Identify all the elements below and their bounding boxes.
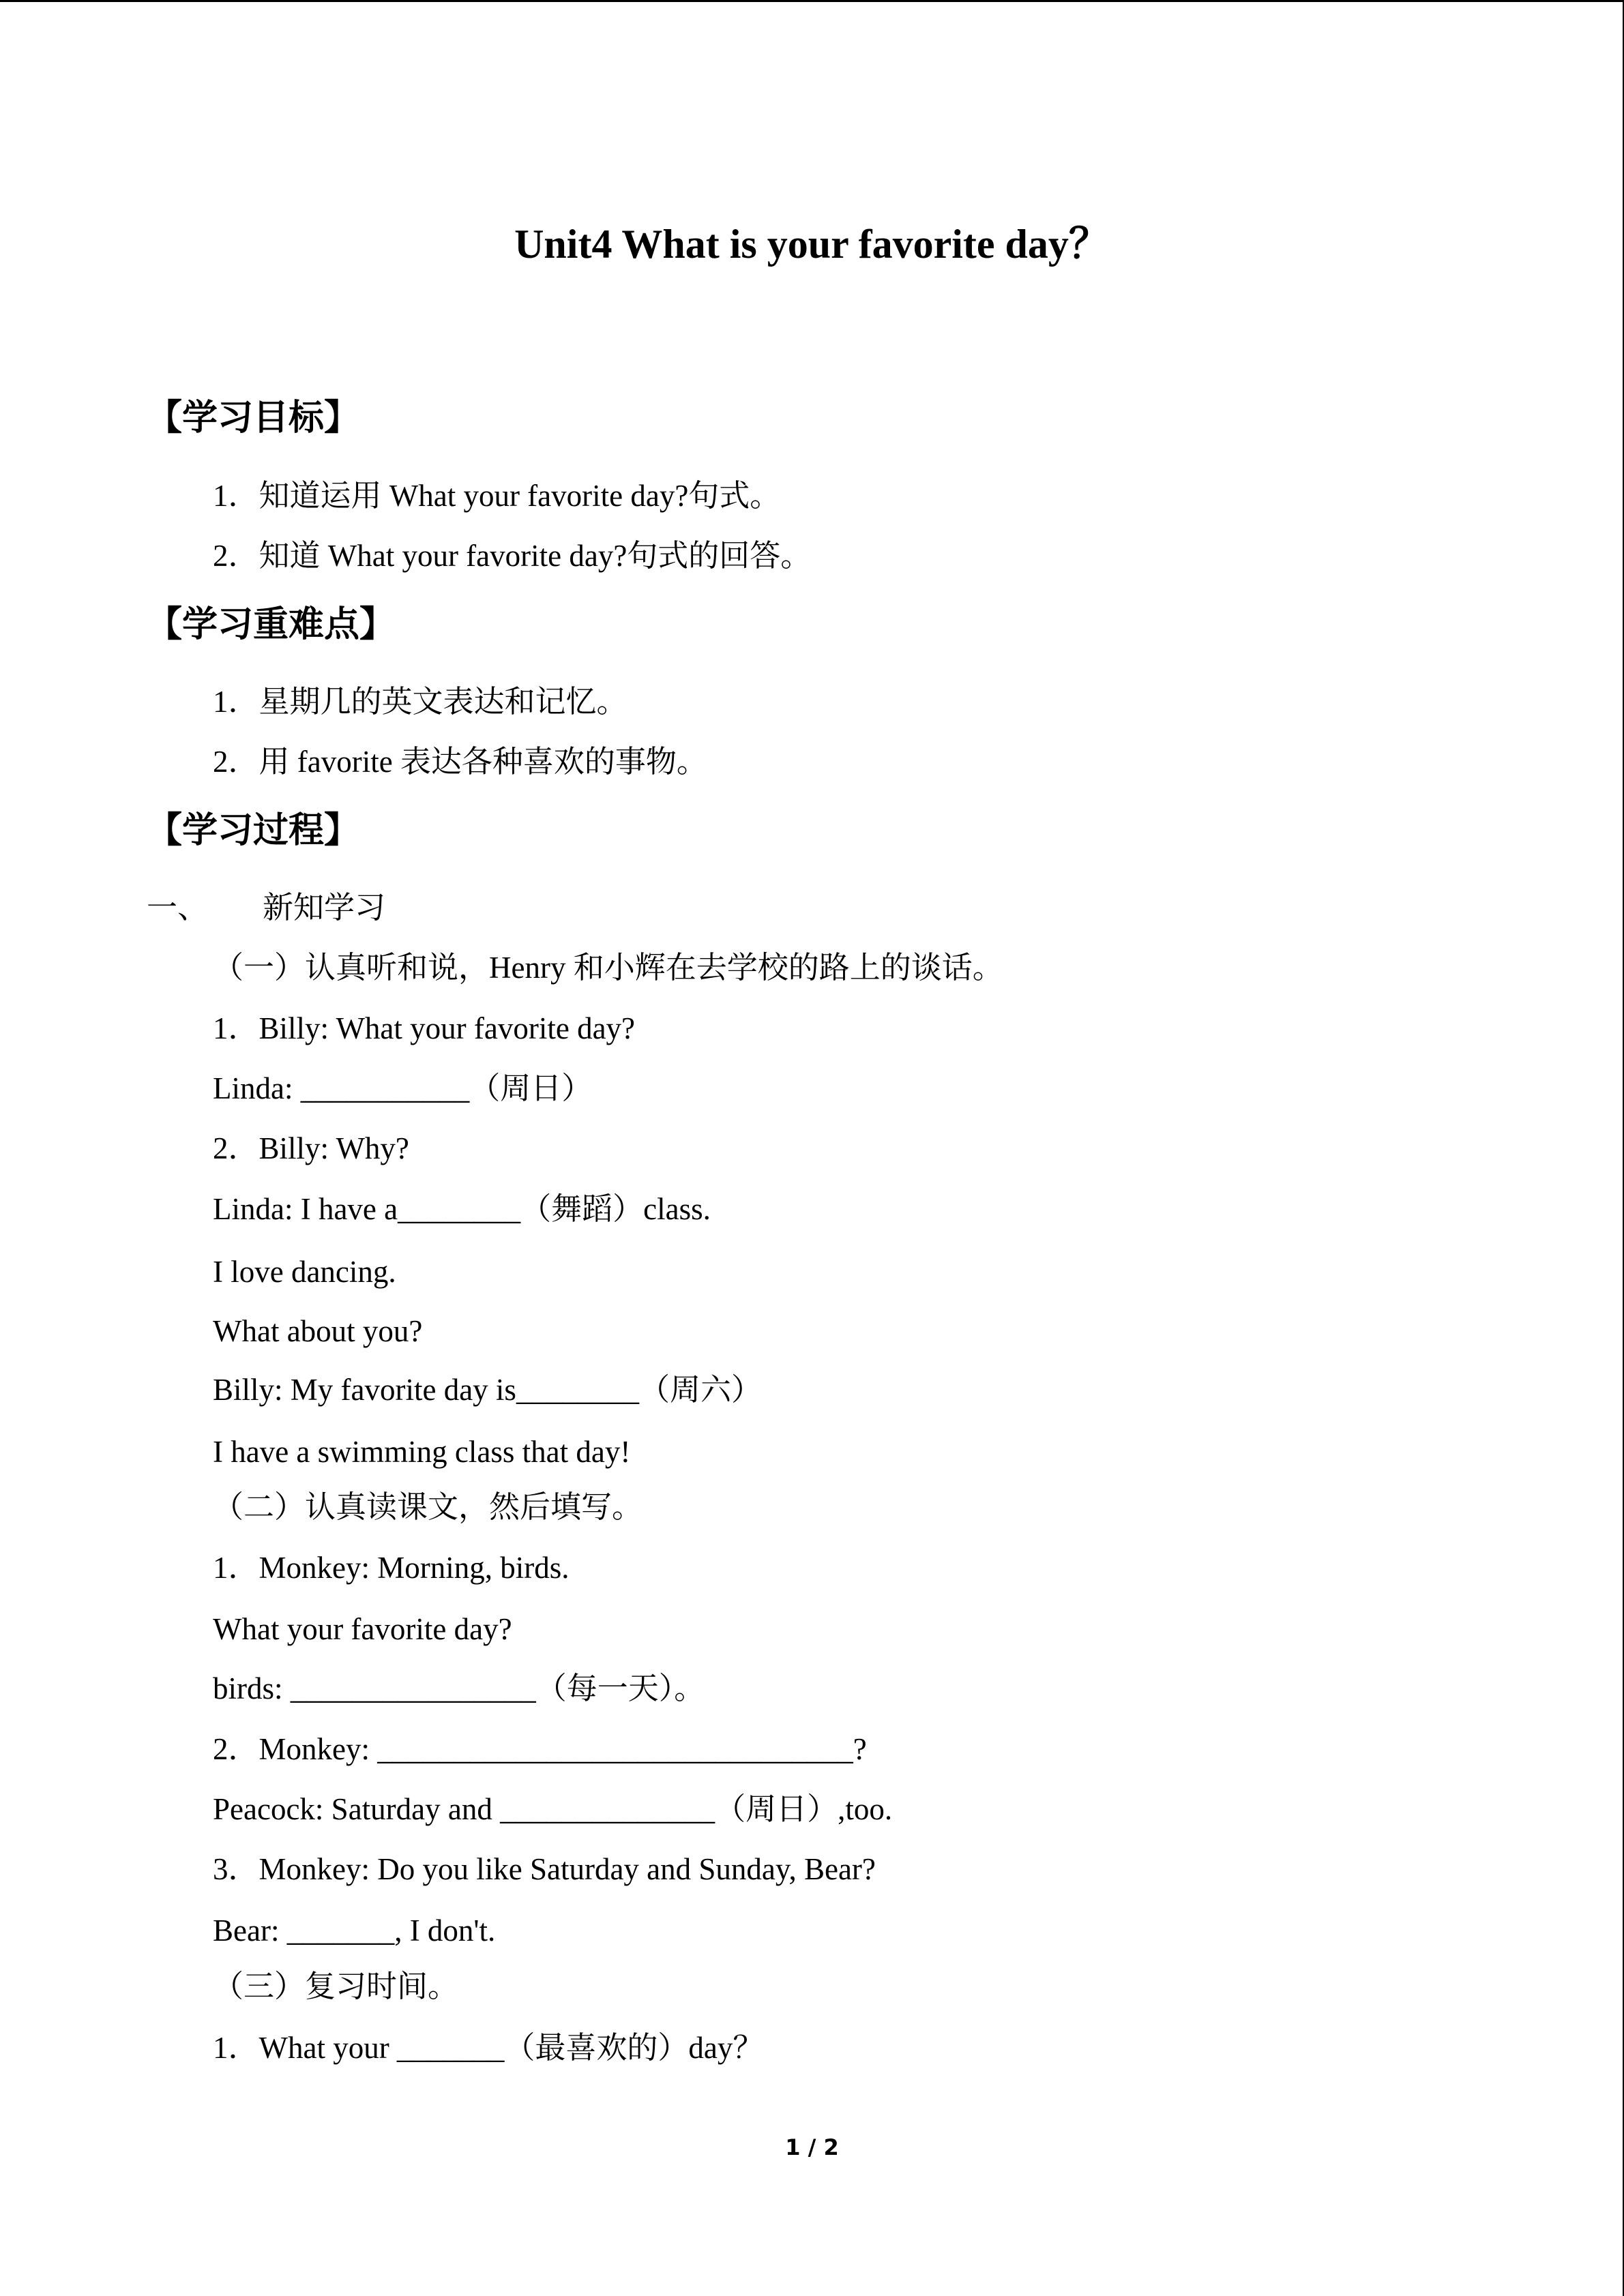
sub-heading-read: （二）认真读课文，然后填写。 — [213, 1490, 643, 1524]
dialogue-line: 2．Billy: Why? — [213, 1131, 409, 1165]
section-heading-objectives: 【学习目标】 — [147, 398, 360, 438]
review-line: 1．What your _______（最喜欢的）day？ — [213, 2031, 764, 2065]
exercise-line: 1．Monkey: Morning, birds. — [213, 1551, 570, 1585]
exercise-line: Peacock: Saturday and ______________（周日）,too. — [213, 1792, 893, 1826]
page-top-border — [0, 0, 1624, 2]
section-heading-process: 【学习过程】 — [147, 810, 360, 851]
key-point-item-2: 2．用 favorite 表达各种喜欢的事物。 — [213, 745, 707, 779]
page-number: 1 / 2 — [785, 2134, 839, 2160]
objective-item-2: 2．知道 What your favorite day?句式的回答。 — [213, 539, 812, 573]
dialogue-line: Linda: ___________（周日） — [213, 1071, 593, 1105]
exercise-line: Bear: _______, I don't. — [213, 1913, 496, 1948]
exercise-line: What your favorite day? — [213, 1612, 512, 1646]
section-heading-key-points: 【学习重难点】 — [147, 604, 396, 645]
dialogue-line: What about you? — [213, 1314, 423, 1348]
page-title: Unit4 What is your favorite day？ — [514, 222, 1110, 267]
sub-heading-review: （三）复习时间。 — [213, 1969, 459, 2003]
key-point-item-1: 1．星期几的英文表达和记忆。 — [213, 685, 628, 719]
part-one-marker: 一、 — [147, 891, 209, 925]
objective-item-1: 1．知道运用 What your favorite day?句式。 — [213, 479, 781, 513]
dialogue-line: I have a swimming class that day! — [213, 1435, 631, 1469]
exercise-line: birds: ________________（每一天）。 — [213, 1671, 705, 1705]
sub-heading-listen: （一）认真听和说，Henry 和小辉在去学校的路上的谈话。 — [213, 951, 1003, 985]
part-one-label: 新知学习 — [263, 891, 386, 925]
dialogue-line: Linda: I have a________（舞蹈）class. — [213, 1192, 711, 1226]
exercise-line: 3．Monkey: Do you like Saturday and Sunday, Bear? — [213, 1852, 876, 1886]
dialogue-line: 1．Billy: What your favorite day? — [213, 1011, 636, 1045]
dialogue-line: I love dancing. — [213, 1255, 396, 1289]
dialogue-line: Billy: My favorite day is________（周六） — [213, 1373, 762, 1407]
exercise-line: 2．Monkey: _______________________________? — [213, 1732, 867, 1766]
